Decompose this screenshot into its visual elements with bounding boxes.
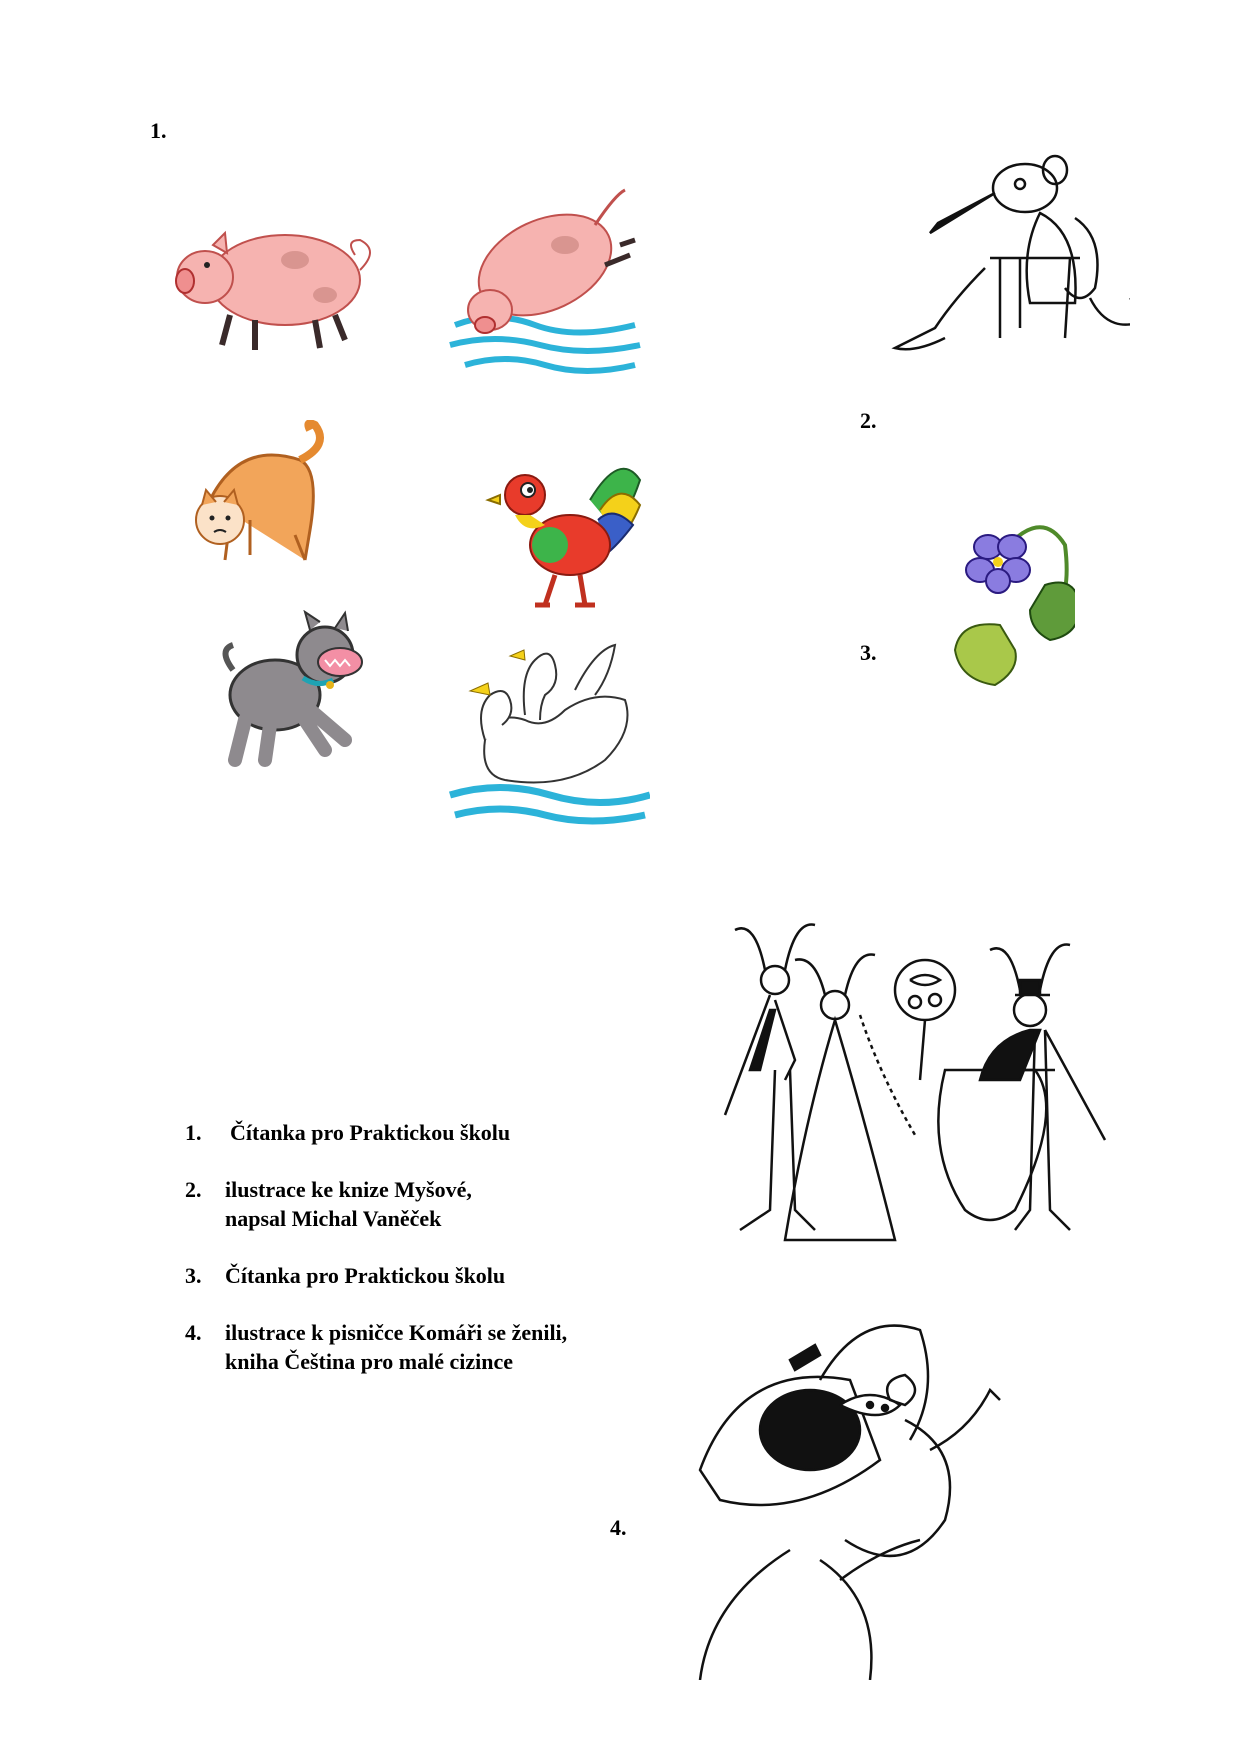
credit-number: 4. [185,1320,202,1345]
dog-illustration [215,610,370,770]
list-item [185,1175,685,1233]
violet-flower-illustration [950,515,1075,715]
credit-number: 2. [185,1177,202,1202]
list-item [185,1118,685,1147]
mouse-on-chair-illustration [890,148,1130,378]
credit-text: ilustrace ke knize Myšové, [225,1177,472,1202]
pig-diving-illustration [445,185,645,400]
credit-text: napsal Michal Vaněček [225,1206,442,1231]
credit-text: ilustrace k pisničce Komáři se ženili, [225,1320,568,1345]
list-item [185,1261,685,1290]
mosquito-with-mug-illustration [690,1320,1050,1680]
label-2: 2. [860,408,877,433]
credits-list [185,1118,685,1404]
geese-illustration [445,630,650,830]
label-3: 3. [860,640,877,665]
credit-text: Čítanka pro Praktickou školu [225,1263,506,1288]
pig-illustration [175,215,380,355]
rooster-illustration [480,460,645,615]
cat-illustration [190,420,340,575]
label-4: 4. [610,1515,627,1540]
label-1: 1. [150,118,167,143]
list-item [185,1318,685,1376]
credit-text: kniha Čeština pro malé cizince [225,1349,514,1374]
credit-text: Čítanka pro Praktickou školu [230,1120,511,1145]
credit-number: 3. [185,1263,202,1288]
credit-number: 1. [185,1120,202,1145]
mosquito-wedding-illustration [695,920,1125,1260]
